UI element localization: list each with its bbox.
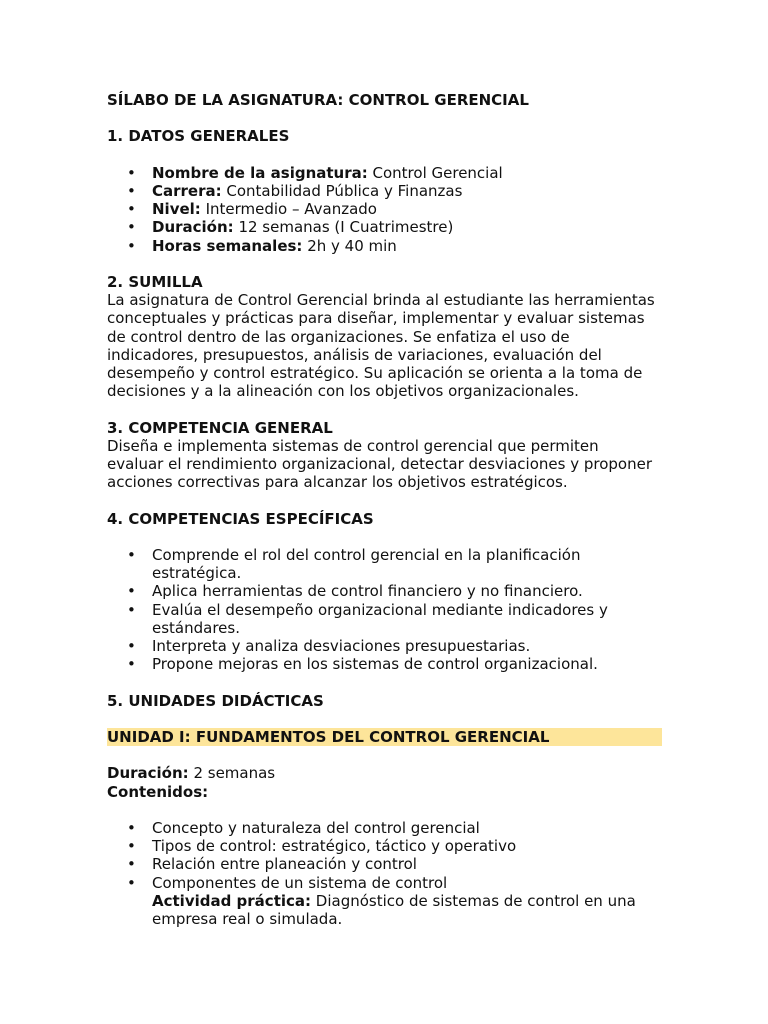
general-competence-paragraph: Diseña e implementa sistemas de control gerencial que permiten evaluar el rendimiento organizacional, detectar desviaciones y proponer acciones correctivas para alcanzar los objetivos estratégicos.	[107, 436, 653, 492]
section-4-heading: 4. COMPETENCIAS ESPECÍFICAS	[107, 509, 374, 528]
document-title: SÍLABO DE LA ASIGNATURA: CONTROL GERENCIAL	[107, 91, 529, 109]
list-item: • Evalúa el desempeño organizacional mediante indicadores y estándares.	[107, 601, 667, 637]
list-item	[107, 218, 667, 236]
document-page	[107, 91, 667, 928]
unit-1-duration: Duración: 2 semanas	[107, 764, 276, 783]
activity-label: Actividad práctica:	[152, 891, 312, 910]
unit-1-heading: UNIDAD I: FUNDAMENTOS DEL CONTROL GERENCIAL	[107, 728, 662, 746]
unit-1-contents-label: Contenidos:	[107, 782, 209, 801]
item-value: Contabilidad Pública y Finanzas	[221, 181, 463, 200]
item-value: Control Gerencial	[367, 163, 503, 182]
section-5-heading: 5. UNIDADES DIDÁCTICAS	[107, 691, 324, 710]
section-2-heading: 2. SUMILLA	[107, 272, 203, 291]
item-label: Duración:	[152, 218, 234, 237]
list-item	[107, 237, 667, 255]
list-item	[107, 164, 667, 182]
list-item: • Aplica herramientas de control financiero y no financiero.	[107, 582, 667, 600]
list-item: • Comprende el rol del control gerencial en la planificación estratégica.	[107, 546, 667, 582]
list-item: • Tipos de control: estratégico, táctico y operativo	[107, 837, 667, 855]
item-value: 12 semanas (I Cuatrimestre)	[233, 218, 454, 237]
item-value: Intermedio – Avanzado	[200, 200, 377, 219]
list-item: • Componentes de un sistema de control Actividad práctica: Diagnóstico de sistemas de control en una empresa real o simulada.	[107, 874, 667, 929]
item-label: Horas semanales:	[152, 236, 303, 255]
list-item	[107, 182, 667, 200]
list-item: • Relación entre planeación y control	[107, 855, 667, 873]
item-value: 2h y 40 min	[302, 236, 397, 255]
item-label: Carrera:	[152, 181, 222, 200]
item-label: Nombre de la asignatura:	[152, 163, 368, 182]
list-item: • Concepto y naturaleza del control gerencial	[107, 819, 667, 837]
specific-competences-list	[107, 546, 667, 673]
section-3-heading: 3. COMPETENCIA GENERAL	[107, 418, 333, 437]
item-label: Nivel:	[152, 200, 201, 219]
list-item: • Propone mejoras en los sistemas de control organizacional.	[107, 655, 667, 673]
sumilla-paragraph: La asignatura de Control Gerencial brinda al estudiante las herramientas conceptuales y prácticas para diseñar, implementar y evaluar sistemas de control dentro de las organizaciones. Se enfatiza el uso de indicadores, presupuestos, análisis de variaciones, evaluación del desempeño y control estratégico. Su aplicación se orienta a la toma de decisiones y a la alineación con los objetivos organizacionales.	[107, 291, 655, 401]
unit-1-contents-list	[107, 819, 667, 928]
general-data-list	[107, 164, 667, 255]
list-item	[107, 200, 667, 218]
list-item: • Interpreta y analiza desviaciones presupuestarias.	[107, 637, 667, 655]
section-1-heading: 1. DATOS GENERALES	[107, 127, 290, 146]
